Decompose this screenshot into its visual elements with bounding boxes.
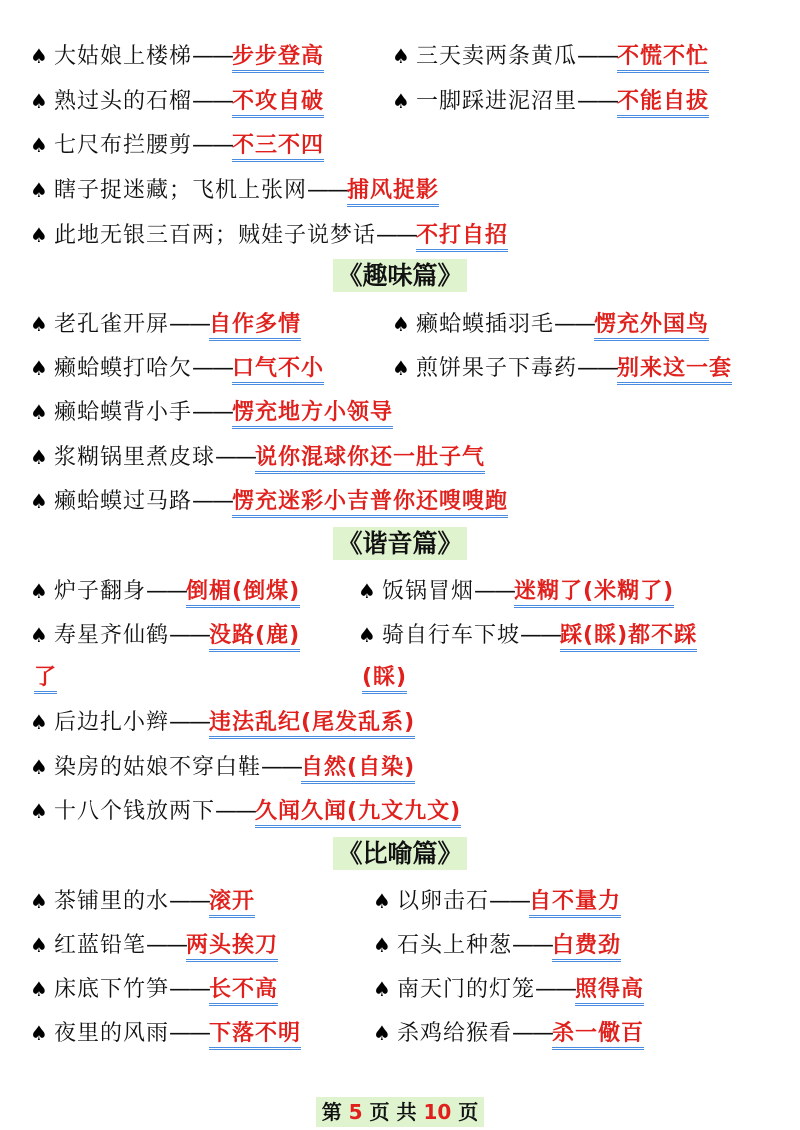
section-heading xyxy=(0,836,800,872)
idiom-question: 十八个钱放两下 xyxy=(54,799,216,824)
idiom-question: 三天卖两条黄瓜 xyxy=(416,44,578,69)
idiom-question: 骑自行车下坡 xyxy=(382,623,521,648)
idiom-item xyxy=(358,569,674,614)
idiom-dash: —— xyxy=(554,312,595,337)
idiom-dash: —— xyxy=(192,44,233,69)
idiom-answer: 迷糊了(米糊了) xyxy=(514,579,674,608)
idiom-dash: —— xyxy=(169,710,210,735)
idiom-question: 煎饼果子下毒药 xyxy=(416,356,578,381)
idiom-dash: —— xyxy=(535,977,576,1002)
idiom-question: 癞蛤蟆背小手 xyxy=(54,400,193,425)
idiom-dash: —— xyxy=(376,223,417,248)
page-number-box xyxy=(316,1097,485,1127)
idiom-answer: 别来这一套 xyxy=(617,356,732,385)
idiom-question: 大姑娘上楼梯 xyxy=(54,44,193,69)
section-title: 《趣味篇》 xyxy=(333,259,466,292)
idiom-answer: 两头挨刀 xyxy=(186,933,278,962)
idiom-question: 炉子翻身 xyxy=(54,579,147,604)
spade-icon: ♠ xyxy=(30,89,48,113)
spade-icon: ♠ xyxy=(30,889,48,913)
idiom-answer: 踩(睬)都不踩 xyxy=(560,623,697,652)
idiom-question: 夜里的风雨 xyxy=(54,1021,170,1046)
idiom-question: 染房的姑娘不穿白鞋 xyxy=(54,755,262,780)
idiom-row xyxy=(30,390,393,434)
spade-icon: ♠ xyxy=(30,933,48,957)
idiom-answer: 不能自拔 xyxy=(617,89,709,118)
idiom-question: 以卵击石 xyxy=(397,889,490,914)
idiom-dash: —— xyxy=(192,89,233,114)
spade-icon: ♠ xyxy=(30,579,48,603)
section-title: 《谐音篇》 xyxy=(333,527,466,560)
spade-icon: ♠ xyxy=(373,933,391,957)
idiom-dash: —— xyxy=(512,933,553,958)
total-page-number: 10 xyxy=(423,1100,452,1124)
idiom-dash: —— xyxy=(577,44,618,69)
section-heading xyxy=(0,526,800,562)
idiom-item xyxy=(30,302,301,347)
idiom-item xyxy=(373,879,621,924)
idiom-dash: —— xyxy=(192,356,233,381)
idiom-item xyxy=(362,656,407,700)
idiom-dash: —— xyxy=(192,489,233,514)
idiom-item xyxy=(392,346,732,391)
idiom-row xyxy=(30,213,508,257)
idiom-dash: —— xyxy=(489,889,530,914)
section-heading xyxy=(0,258,800,294)
spade-icon: ♠ xyxy=(30,445,48,469)
idiom-dash: —— xyxy=(215,799,256,824)
idiom-item xyxy=(30,967,278,1012)
spade-icon: ♠ xyxy=(373,977,391,1001)
idiom-dash: —— xyxy=(169,889,210,914)
idiom-question: 红蓝铅笔 xyxy=(54,933,147,958)
idiom-row xyxy=(30,479,508,523)
spade-icon: ♠ xyxy=(392,44,410,68)
idiom-answer: 滚开 xyxy=(209,889,255,918)
idiom-question: 癞蛤蟆插羽毛 xyxy=(416,312,555,337)
idiom-item xyxy=(392,34,709,79)
idiom-item xyxy=(392,79,709,124)
idiom-item xyxy=(30,346,324,391)
idiom-answer: 倒楣(倒煤) xyxy=(186,579,300,608)
idiom-dash: —— xyxy=(577,356,618,381)
idiom-row xyxy=(30,168,439,212)
idiom-dash: —— xyxy=(520,623,561,648)
idiom-item xyxy=(30,879,255,924)
current-page-number: 5 xyxy=(348,1100,363,1124)
spade-icon: ♠ xyxy=(30,1021,48,1045)
idiom-question: 癞蛤蟆打哈欠 xyxy=(54,356,193,381)
idiom-answer: 捕风捉影 xyxy=(347,178,439,207)
idiom-question: 七尺布拦腰剪 xyxy=(54,133,193,158)
idiom-answer: 不三不四 xyxy=(232,133,324,162)
footer-pre: 第 xyxy=(321,1100,342,1124)
page-footer xyxy=(0,1096,800,1125)
idiom-answer: 步步登高 xyxy=(232,44,324,73)
idiom-question: 此地无银三百两；贼娃子说梦话 xyxy=(54,223,377,248)
spade-icon: ♠ xyxy=(373,889,391,913)
idiom-answer: 不攻自破 xyxy=(232,89,324,118)
spade-icon: ♠ xyxy=(30,755,48,779)
idiom-answer: 自不量力 xyxy=(529,889,621,918)
idiom-answer: 说你混球你还一肚子气 xyxy=(255,445,485,474)
idiom-answer: 杀一儆百 xyxy=(552,1021,644,1050)
idiom-row xyxy=(30,789,461,833)
idiom-question: 一脚踩进泥沼里 xyxy=(416,89,578,114)
idiom-question: 寿星齐仙鹤 xyxy=(54,623,170,648)
idiom-answer: 违法乱纪(尾发乱系) xyxy=(209,710,415,739)
idiom-item xyxy=(30,79,324,124)
idiom-item xyxy=(30,1011,301,1056)
idiom-question: 老孔雀开屏 xyxy=(54,312,170,337)
idiom-question: 后边扎小辫 xyxy=(54,710,170,735)
idiom-row xyxy=(30,123,324,167)
idiom-item xyxy=(30,613,300,658)
idiom-row xyxy=(30,700,415,744)
idiom-answer: 自然(自染) xyxy=(301,755,415,784)
idiom-dash: —— xyxy=(146,579,187,604)
idiom-answer: 愣充地方小领导 xyxy=(232,400,393,429)
idiom-answer: 照得高 xyxy=(575,977,644,1006)
spade-icon: ♠ xyxy=(30,977,48,1001)
idiom-question: 石头上种葱 xyxy=(397,933,513,958)
idiom-dash: —— xyxy=(307,178,348,203)
idiom-answer: 下落不明 xyxy=(209,1021,301,1050)
idiom-item xyxy=(373,923,621,968)
spade-icon: ♠ xyxy=(30,133,48,157)
idiom-question: 茶铺里的水 xyxy=(54,889,170,914)
idiom-answer: 不打自招 xyxy=(416,223,508,252)
footer-post: 页 xyxy=(458,1100,479,1124)
idiom-dash: —— xyxy=(146,933,187,958)
idiom-item xyxy=(373,1011,644,1056)
idiom-item xyxy=(358,613,697,658)
idiom-dash: —— xyxy=(577,89,618,114)
idiom-item xyxy=(30,923,278,968)
idiom-answer: 愣充迷彩小吉普你还嗖嗖跑 xyxy=(232,489,508,518)
idiom-answer: 长不高 xyxy=(209,977,278,1006)
spade-icon: ♠ xyxy=(358,623,376,647)
idiom-item xyxy=(30,569,300,614)
idiom-answer-continued: (睬) xyxy=(362,665,407,694)
idiom-answer: 愣充外国鸟 xyxy=(594,312,709,341)
idiom-item xyxy=(373,967,644,1012)
idiom-item xyxy=(30,34,324,79)
idiom-answer: 久闻久闻(九文九文) xyxy=(255,799,461,828)
spade-icon: ♠ xyxy=(373,1021,391,1045)
spade-icon: ♠ xyxy=(392,356,410,380)
idiom-question: 饭锅冒烟 xyxy=(382,579,475,604)
idiom-dash: —— xyxy=(215,445,256,470)
idiom-answer: 白费劲 xyxy=(552,933,621,962)
spade-icon: ♠ xyxy=(392,89,410,113)
idiom-answer: 没路(鹿) xyxy=(209,623,300,652)
spade-icon: ♠ xyxy=(392,312,410,336)
idiom-dash: —— xyxy=(474,579,515,604)
spade-icon: ♠ xyxy=(30,400,48,424)
spade-icon: ♠ xyxy=(358,579,376,603)
idiom-answer: 不慌不忙 xyxy=(617,44,709,73)
section-title: 《比喻篇》 xyxy=(333,837,466,870)
idiom-dash: —— xyxy=(192,400,233,425)
idiom-row xyxy=(30,435,485,479)
idiom-row xyxy=(30,745,415,789)
idiom-question: 床底下竹笋 xyxy=(54,977,170,1002)
idiom-dash: —— xyxy=(169,623,210,648)
spade-icon: ♠ xyxy=(30,623,48,647)
spade-icon: ♠ xyxy=(30,178,48,202)
spade-icon: ♠ xyxy=(30,44,48,68)
idiom-dash: —— xyxy=(512,1021,553,1046)
idiom-question: 熟过头的石榴 xyxy=(54,89,193,114)
spade-icon: ♠ xyxy=(30,710,48,734)
spade-icon: ♠ xyxy=(30,356,48,380)
idiom-question: 瞎子捉迷藏；飞机上张网 xyxy=(54,178,308,203)
idiom-answer: 口气不小 xyxy=(232,356,324,385)
idiom-dash: —— xyxy=(169,977,210,1002)
spade-icon: ♠ xyxy=(30,312,48,336)
idiom-dash: —— xyxy=(169,312,210,337)
idiom-item xyxy=(392,302,709,347)
idiom-answer: 自作多情 xyxy=(209,312,301,341)
idiom-question: 杀鸡给猴看 xyxy=(397,1021,513,1046)
idiom-item xyxy=(34,656,57,700)
idiom-question: 南天门的灯笼 xyxy=(397,977,536,1002)
footer-mid: 页 共 xyxy=(369,1100,417,1124)
spade-icon: ♠ xyxy=(30,799,48,823)
idiom-dash: —— xyxy=(169,1021,210,1046)
idiom-question: 癞蛤蟆过马路 xyxy=(54,489,193,514)
idiom-dash: —— xyxy=(261,755,302,780)
spade-icon: ♠ xyxy=(30,223,48,247)
idiom-question: 浆糊锅里煮皮球 xyxy=(54,445,216,470)
spade-icon: ♠ xyxy=(30,489,48,513)
idiom-dash: —— xyxy=(192,133,233,158)
idiom-answer-continued: 了 xyxy=(34,665,57,694)
